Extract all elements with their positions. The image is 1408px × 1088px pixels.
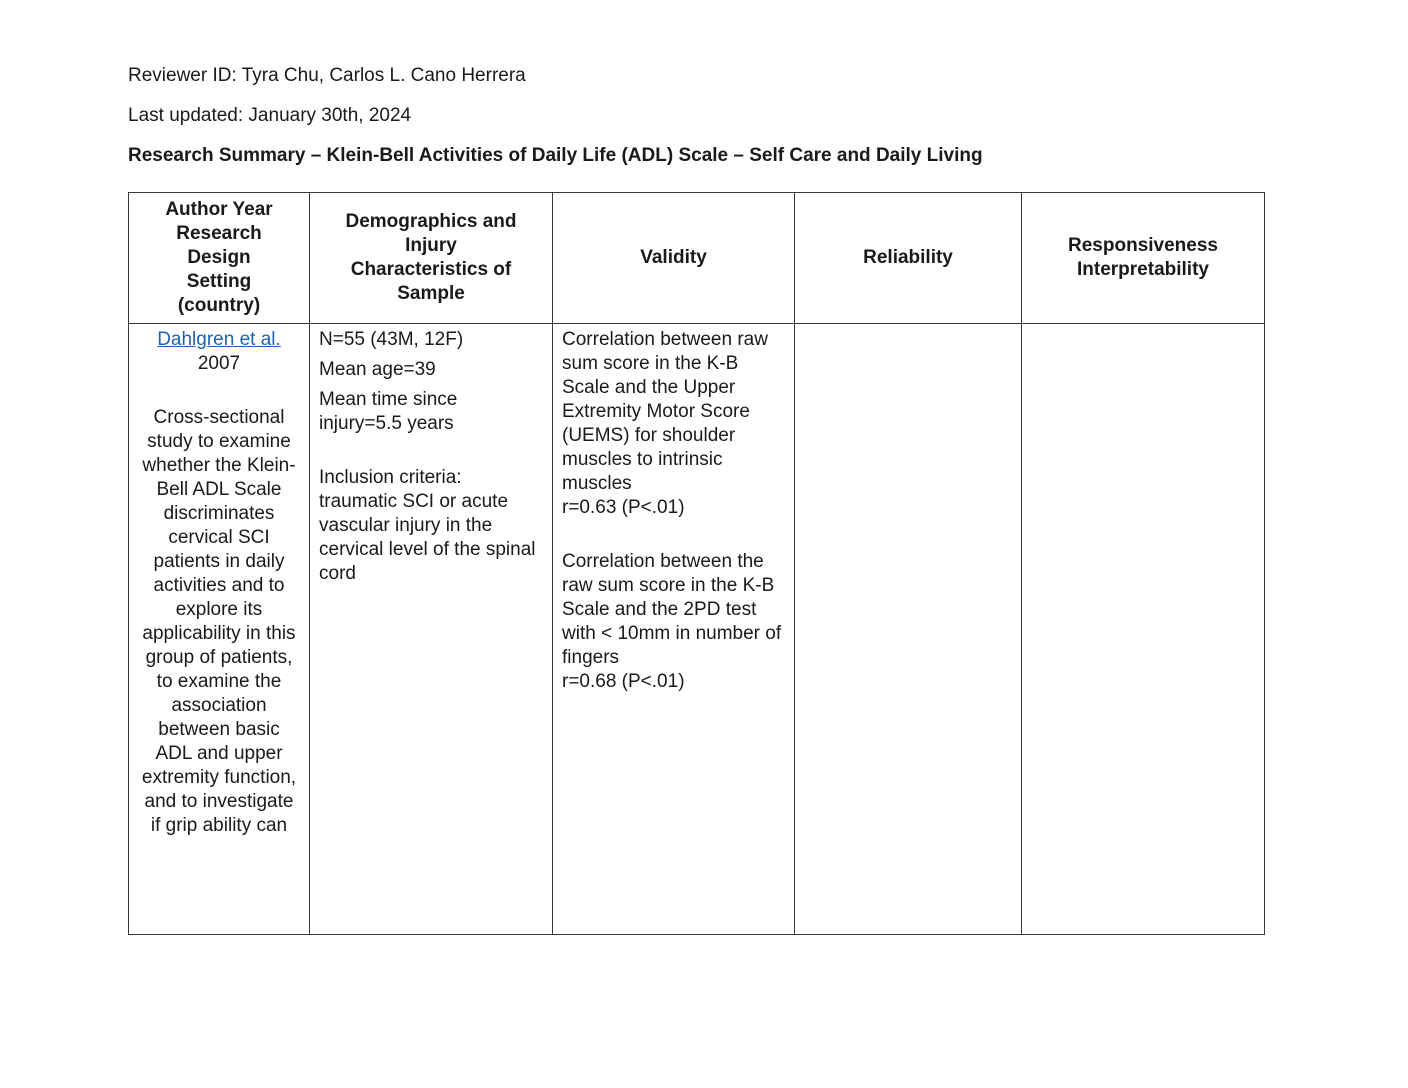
last-updated: Last updated: January 30th, 2024 [128, 105, 412, 126]
header-demo-line-1: Demographics and [345, 211, 517, 232]
header-author-line-5: (country) [177, 295, 261, 316]
inclusion-criteria: Inclusion criteria: traumatic SCI or acute vascular injury in the cervical level of the spinal cord [319, 467, 536, 584]
cell-validity [553, 324, 795, 935]
header-responsiveness [1022, 193, 1265, 324]
reviewer-id: Reviewer ID: Tyra Chu, Carlos L. Cano Herrera [128, 65, 526, 86]
header-author-line-3: Design [187, 247, 251, 268]
research-summary-table [128, 192, 1265, 935]
header-author-line-2: Research [176, 223, 262, 244]
study-year: 2007 [197, 353, 241, 374]
reference-link[interactable]: Dahlgren et al. [157, 329, 281, 350]
time-since-injury: Mean time since injury=5.5 years [319, 389, 458, 434]
header-author-design [129, 193, 310, 324]
header-demo-line-3: Characteristics of [350, 259, 512, 280]
header-demo-line-4: Sample [397, 283, 465, 304]
cell-author-design [129, 324, 310, 935]
document-title: Research Summary – Klein-Bell Activities of Daily Life (ADL) Scale – Self Care and Daily Living [128, 145, 983, 166]
header-resp-line-2: Interpretability [1077, 259, 1209, 280]
header-validity: Validity [553, 193, 795, 324]
table-row [129, 324, 1265, 935]
validity-finding-1: Correlation between raw sum score in the K-B Scale and the Upper Extremity Motor Score (UEMS) for shoulder muscles to intrinsic muscles [562, 329, 768, 494]
study-design: Cross-sectional study to examine whether the Klein-Bell ADL Scale discriminates cervical SCI patients in daily activities and to explore its applicability in this group of patients, to examine the association between basic ADL and upper extremity function, and to investigate if grip ability can [141, 407, 297, 836]
header-reliability: Reliability [795, 193, 1022, 324]
cell-demographics [310, 324, 553, 935]
cell-responsiveness [1022, 324, 1265, 935]
header-author-line-1: Author Year [165, 199, 273, 220]
validity-value-1: r=0.63 (P<.01) [562, 497, 685, 518]
header-author-line-4: Setting [186, 271, 252, 292]
mean-age: Mean age=39 [319, 359, 436, 380]
header-demographics [310, 193, 553, 324]
header-demo-line-2: Injury [405, 235, 457, 256]
header-resp-line-1: Responsiveness [1068, 235, 1218, 256]
cell-reliability [795, 324, 1022, 935]
validity-value-2: r=0.68 (P<.01) [562, 671, 685, 692]
sample-size: N=55 (43M, 12F) [319, 329, 464, 350]
table-header-row [129, 193, 1265, 324]
validity-finding-2: Correlation between the raw sum score in the K-B Scale and the 2PD test with < 10mm in number of fingers [562, 551, 782, 668]
